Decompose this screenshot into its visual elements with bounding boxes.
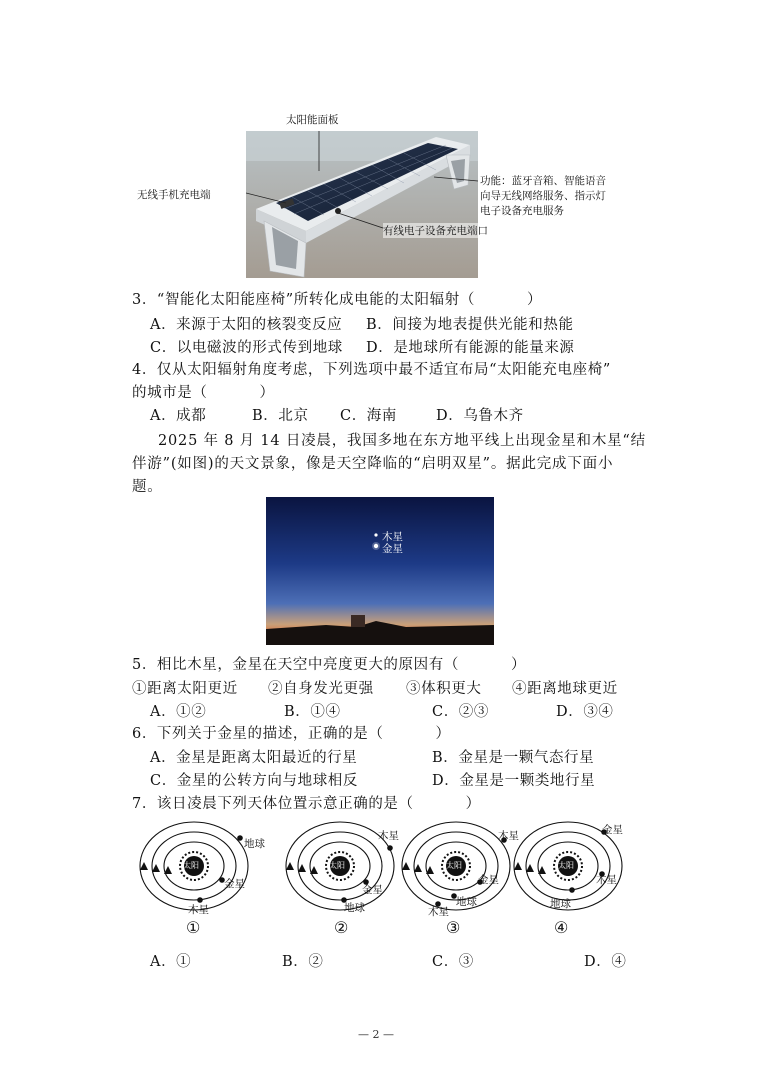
- passage-line-1: 2025 年 8 月 14 日凌晨，我国多地在东方地平线上出现金星和木星“结: [158, 433, 646, 449]
- question-4-line1: 4．仅从太阳辐射角度考虑，下列选项中最不适宜布局“太阳能充电座椅”: [132, 362, 611, 378]
- q5-statement-3: ③体积更大: [406, 681, 482, 697]
- question-5: 5．相比木星，金星在天空中亮度更大的原因有（ ）: [132, 657, 527, 673]
- planet-label: 地球: [344, 902, 365, 914]
- planet-dot: [237, 835, 243, 841]
- planet-label: 木星: [188, 904, 209, 916]
- diagram-number: ④: [554, 918, 569, 937]
- q3-option-a: A．来源于太阳的核裂变反应: [150, 317, 343, 333]
- planet-label: 金星: [224, 878, 245, 890]
- dawn-sky-figure: [266, 497, 494, 645]
- solar-bench-photo: [246, 131, 478, 278]
- question-7: 7．该日凌晨下列天体位置示意正确的是（ ）: [132, 796, 481, 812]
- label-jupiter: 木星: [382, 531, 403, 543]
- q7-option-d: D．④: [584, 954, 627, 970]
- question-3: 3．“智能化太阳能座椅”所转化成电能的太阳辐射（ ）: [132, 292, 543, 308]
- planet-label: 金星: [602, 824, 623, 836]
- passage-line-3: 题。: [132, 479, 163, 495]
- q5-statement-4: ④距离地球更近: [512, 681, 618, 697]
- q5-option-d: D．③④: [556, 704, 614, 720]
- label-function-2: 向导无线网络服务、指示灯: [480, 190, 606, 202]
- planet-label: 木星: [596, 874, 617, 886]
- label-wireless-charger: 无线手机充电端: [137, 189, 211, 201]
- label-function-3: 电子设备充电服务: [480, 205, 564, 217]
- sun-label: 太阳: [558, 861, 574, 870]
- q6-option-b: B．金星是一颗气态行星: [432, 750, 595, 766]
- planet-label: 木星: [498, 830, 519, 842]
- question-4-line2: 的城市是（ ）: [132, 385, 275, 401]
- label-venus: 金星: [382, 543, 403, 555]
- label-wired-port: 有线电子设备充电端口: [383, 225, 488, 237]
- passage-line-2: 伴游”(如图)的天文景象，像是天空降临的“启明双星”。据此完成下面小: [132, 456, 614, 472]
- orbit-direction-arrow: [140, 862, 148, 870]
- label-solar-panel: 太阳能面板: [286, 114, 339, 126]
- q3-option-d: D．是地球所有能源的能量来源: [366, 340, 575, 356]
- q5-option-a: A．①②: [150, 704, 207, 720]
- question-3-stem: 3．“智能化太阳能座椅”所转化成电能的太阳辐射（: [132, 292, 475, 308]
- q6-option-c: C．金星的公转方向与地球相反: [150, 773, 358, 789]
- diagram-number: ①: [186, 918, 201, 937]
- planet-label: 地球: [456, 896, 477, 908]
- label-function-1: 功能：蓝牙音箱、智能语音: [480, 175, 606, 187]
- page-number: — 2 —: [358, 1028, 394, 1041]
- orbit-diagrams: [130, 816, 630, 936]
- planet-label: 地球: [550, 898, 571, 910]
- q3-option-c: C．以电磁波的形式传到地球: [150, 340, 343, 356]
- q4-option-a: A．成都: [150, 408, 207, 424]
- q7-option-c: C．③: [432, 954, 474, 970]
- diagram-number: ②: [334, 918, 349, 937]
- q5-option-c: C．②③: [432, 704, 489, 720]
- q5-statement-2: ②自身发光更强: [268, 681, 374, 697]
- q5-option-b: B．①④: [284, 704, 341, 720]
- solar-bench-figure: [246, 131, 478, 278]
- q4-option-c: C．海南: [340, 408, 397, 424]
- q3-option-b: B．间接为地表提供光能和热能: [366, 317, 574, 333]
- planet-label: 金星: [478, 874, 499, 886]
- sun-label: 太阳: [446, 861, 462, 870]
- planet-label: 地球: [244, 838, 265, 850]
- planet-label: 金星: [362, 884, 383, 896]
- sun-label: 太阳: [183, 861, 199, 870]
- q6-option-d: D．金星是一颗类地行星: [432, 773, 596, 789]
- diagram-number: ③: [446, 918, 461, 937]
- planet-label: 木星: [378, 830, 399, 842]
- q5-statement-1: ①距离太阳更近: [132, 681, 238, 697]
- planet-label: 木星: [428, 906, 449, 918]
- q7-option-a: A．①: [150, 954, 192, 970]
- sun-label: 太阳: [329, 861, 345, 870]
- dawn-sky-photo: [266, 497, 494, 645]
- q4-option-b: B．北京: [252, 408, 309, 424]
- q4-option-d: D．乌鲁木齐: [436, 408, 524, 424]
- q7-option-b: B．②: [282, 954, 324, 970]
- q6-option-a: A．金星是距离太阳最近的行星: [150, 750, 358, 766]
- question-6: 6．下列关于金星的描述，正确的是（ ）: [132, 726, 451, 742]
